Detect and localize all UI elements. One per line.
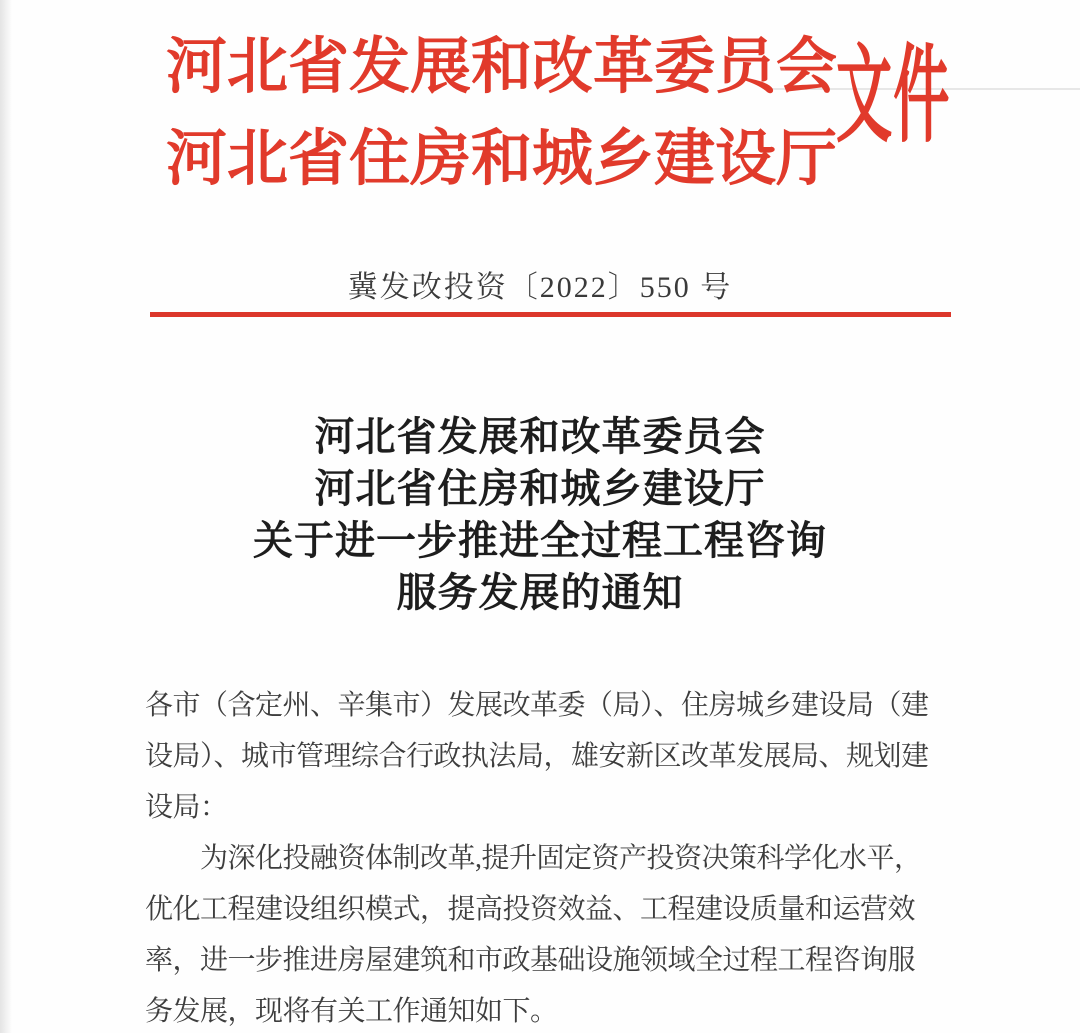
recipients-line-2: 设局）、城市管理综合行政执法局，雄安新区改革发展局、规划建 bbox=[145, 741, 929, 772]
letterhead-org-line-1: 河北省发展和改革委员会 bbox=[166, 34, 838, 101]
notice-title-line-3: 关于进一步推进全过程工程咨询 bbox=[253, 518, 827, 563]
recipients-line-1: 各市（含定州、辛集市）发展改革委（局）、住房城乡建设局（建 bbox=[145, 690, 929, 721]
notice-title-line-1: 河北省发展和改革委员会 bbox=[314, 414, 766, 459]
red-separator-rule bbox=[150, 312, 951, 317]
reference-number: 冀发改投资〔2022〕550 号 bbox=[347, 271, 733, 304]
notice-title bbox=[0, 411, 1080, 619]
intro-paragraph-line-4: 务发展，现将有关工作通知如下。 bbox=[145, 996, 558, 1027]
notice-title-line-4: 服务发展的通知 bbox=[396, 570, 684, 615]
intro-paragraph-line-1: 为深化投融资体制改革,提升固定资产投资决策科学化水平， bbox=[200, 843, 922, 874]
letterhead-document-label: 文件 bbox=[836, 38, 951, 155]
intro-paragraph-line-3: 率，进一步推进房屋建筑和市政基础设施领域全过程工程咨询服 bbox=[145, 945, 916, 976]
notice-title-line-2: 河北省住房和城乡建设厅 bbox=[314, 466, 766, 511]
document-body bbox=[145, 680, 955, 1033]
letterhead-org-line-2: 河北省住房和城乡建设厅 bbox=[166, 126, 838, 193]
letterhead-org-names bbox=[166, 22, 837, 206]
recipients-line-3: 设局： bbox=[145, 792, 228, 823]
intro-paragraph-line-2: 优化工程建设组织模式，提高投资效益、工程建设质量和运营效 bbox=[145, 894, 916, 925]
